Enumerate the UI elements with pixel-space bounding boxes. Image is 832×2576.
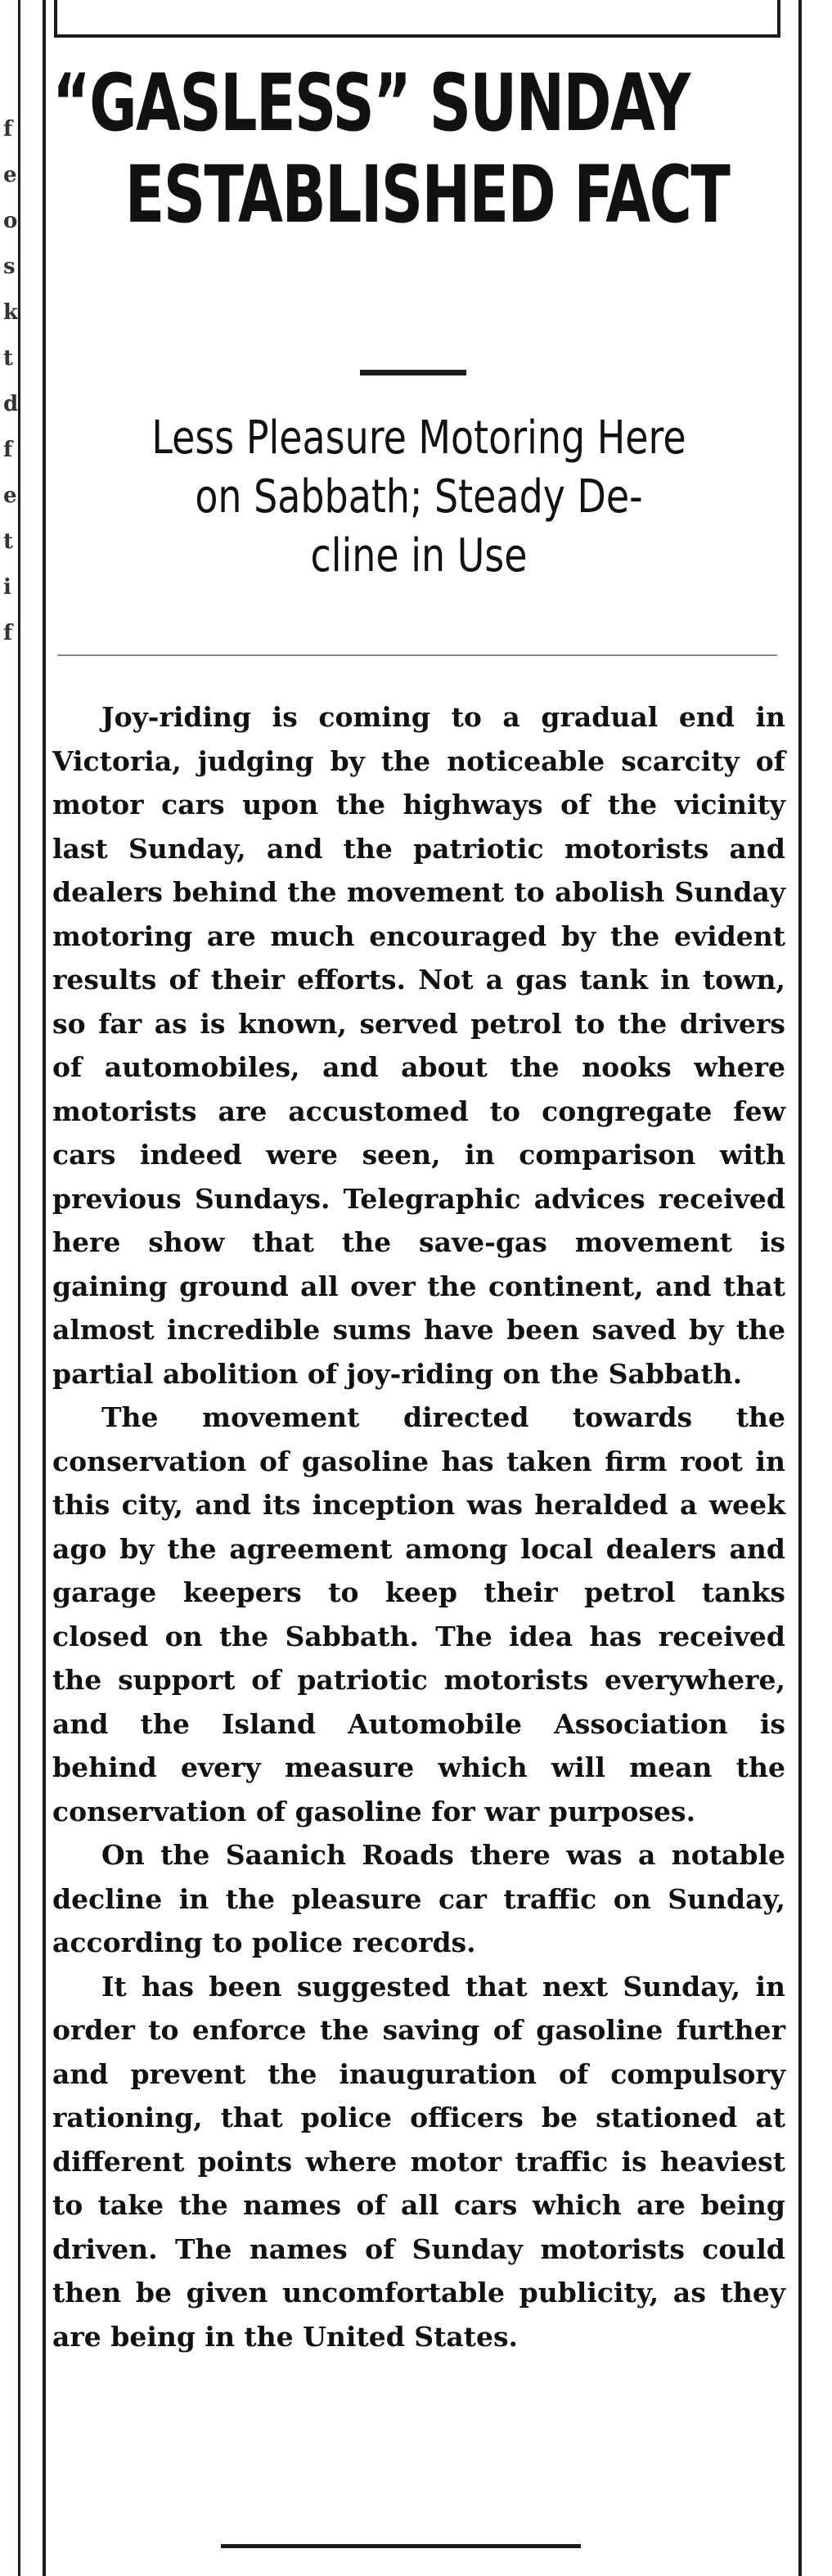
column-rule-right — [798, 0, 802, 2576]
margin-fragment: i — [3, 575, 11, 600]
paragraph-2: The movement directed towards the conservation of gasoline has taken firm root in this city, and its inception was heralded a week ago by the agreement among local dealers and garage keepers to keep their petrol tanks closed on the Sabbath. The idea has received the support of patriotic motorists everywhere, and the Island Automobile Association is behind every measure which will mean the conservation of gasoline for war purposes. — [52, 1401, 785, 1827]
headline — [52, 57, 779, 241]
article-body — [52, 695, 785, 2358]
paragraph-1: Joy-riding is coming to a gradual end in Victoria, judging by the noticeable scarcity of motor cars upon the highways of the vicinity last Sunday, and the patriotic motorists and dealers behind the movement to abolish Sunday motoring are much encouraged by the evident results of their efforts. Not a gas tank in town, so far as is known, served petrol to the drivers of automobiles, and about the nooks where motorists are accustomed to congregate few cars indeed were seen, in comparison with previous Sundays. Telegraphic advices received here show that the save-gas movement is gaining ground all over the continent, and that almost incredible sums have been saved by the partial abolition of joy-riding on the Sabbath. — [52, 701, 785, 1390]
margin-fragment: e — [3, 483, 17, 508]
end-rule — [221, 2544, 581, 2548]
column-rule-left-inner — [43, 0, 46, 2576]
margin-fragment: f — [3, 621, 13, 645]
margin-fragment: f — [3, 117, 13, 142]
paragraph-3: On the Saanich Roads there was a notable decline in the pleasure car traffic on Sunday, according to police records. — [52, 1839, 785, 1958]
margin-fragment: e — [3, 163, 17, 187]
paragraph-4: It has been suggested that next Sunday, in order to enforce the saving of gasoline further and prevent the inauguration of compulsory rationing, that police officers be stationed at different points where motor traffic is heaviest to take the names of all cars which are being driven. The names of Sunday motorists could then be given uncomfortable publicity, as they are being in the United States. — [52, 1970, 785, 2353]
adjacent-column-fragments — [3, 106, 28, 656]
headline-divider — [360, 370, 466, 375]
previous-article-box — [54, 0, 780, 38]
margin-fragment: s — [3, 254, 16, 279]
margin-fragment: k — [3, 300, 19, 325]
subheadline-line-3: cline in Use — [310, 529, 528, 582]
headline-line-1: “GASLESS” SUNDAY — [52, 57, 690, 149]
subheadline-line-2: on Sabbath; Steady De- — [195, 470, 643, 524]
deck-divider — [57, 654, 777, 656]
margin-fragment: d — [3, 392, 19, 416]
margin-fragment: t — [3, 346, 14, 371]
subheadline — [119, 409, 720, 586]
headline-line-2: ESTABLISHED FACT — [124, 149, 730, 241]
margin-fragment: t — [3, 529, 14, 554]
subheadline-line-1: Less Pleasure Motoring Here — [151, 411, 686, 465]
margin-fragment: o — [3, 209, 18, 233]
margin-fragment: f — [3, 438, 13, 462]
